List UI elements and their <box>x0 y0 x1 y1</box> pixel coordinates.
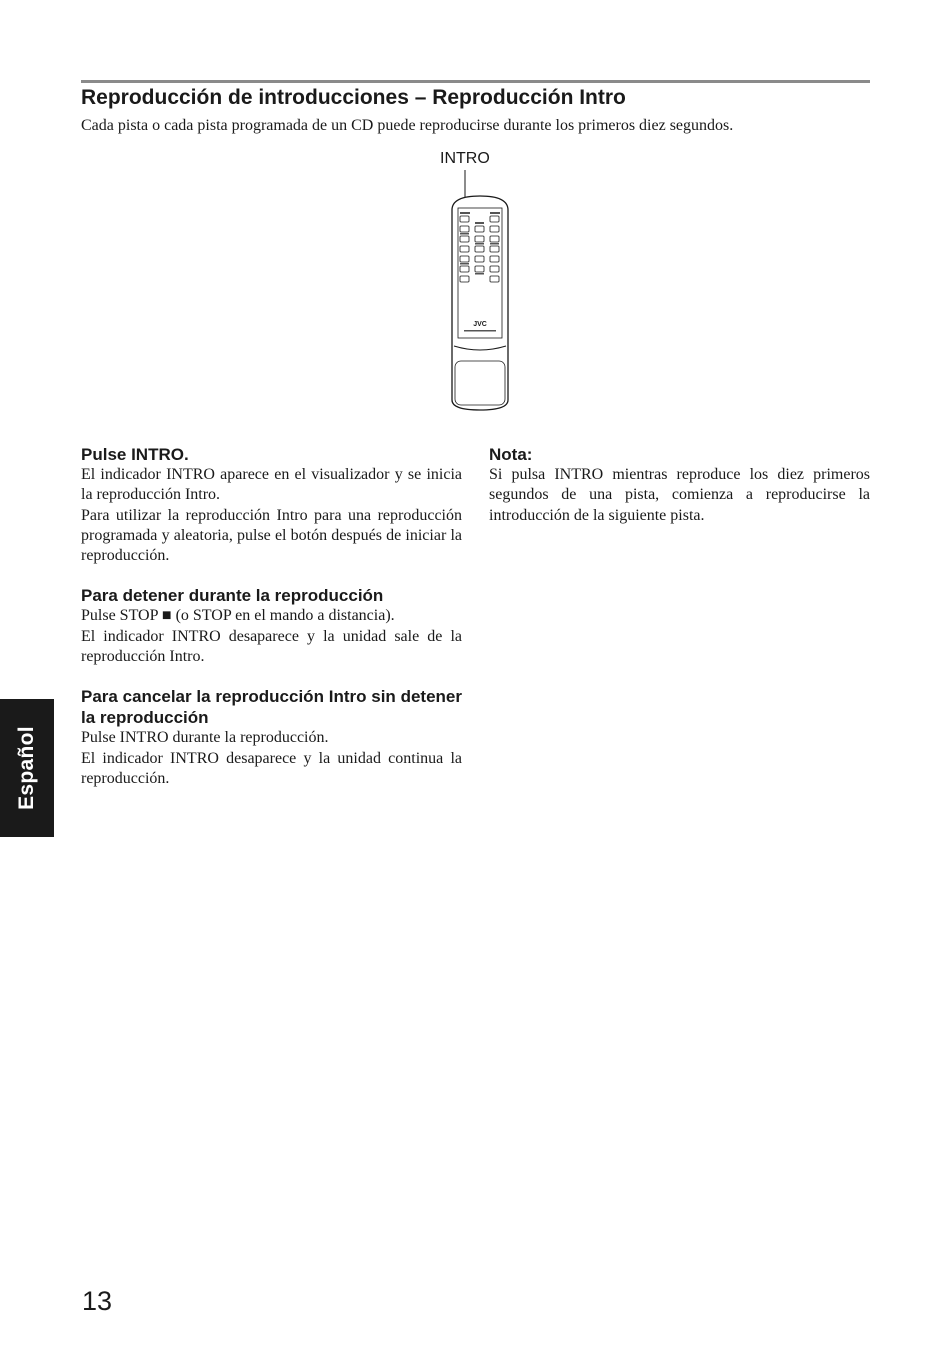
language-label: Español <box>15 726 38 810</box>
section-paragraph: Para utilizar la reproducción Intro para una reproducción programada y aleatoria, pulse el botón después de iniciar la reproducción. <box>81 506 462 565</box>
note-heading: Nota: <box>489 445 533 464</box>
section-paragraph: Pulse INTRO durante la reproducción. <box>81 729 329 747</box>
note-column <box>489 444 870 526</box>
remote-brand-logo: JVC <box>473 321 487 328</box>
section-paragraph: El indicador INTRO desaparece y la unidad continua la reproducción. <box>81 749 462 787</box>
page-number: 13 <box>82 1286 113 1316</box>
section-heading: Pulse INTRO. <box>81 445 189 464</box>
top-rule <box>81 80 870 83</box>
left-column <box>81 444 462 808</box>
section-cancel <box>81 686 462 789</box>
remote-control-illustration <box>440 168 520 413</box>
section-pulse-intro <box>81 444 462 566</box>
intro-text: Cada pista o cada pista programada de un CD puede reproducirse durante los primeros diez segundos. <box>81 117 734 134</box>
figure-label-intro: INTRO <box>440 150 490 167</box>
language-side-tab <box>0 699 54 837</box>
section-heading: Para cancelar la reproducción Intro sin detener la reproducción <box>81 687 462 728</box>
note-text: Si pulsa INTRO mientras reproduce los diez primeros segundos de una pista, comienza a reproducirse la introducción de la siguiente pista. <box>489 466 870 524</box>
page-title: Reproducción de introducciones – Reproducción Intro <box>81 86 626 109</box>
section-heading: Para detener durante la reproducción <box>81 586 384 606</box>
section-stop <box>81 585 462 667</box>
section-paragraph: Pulse STOP ■ (o STOP en el mando a distancia). <box>81 607 395 625</box>
section-paragraph: El indicador INTRO aparece en el visualizador y se inicia la reproducción Intro. <box>81 466 462 504</box>
section-paragraph: El indicador INTRO desaparece y la unidad sale de la reproducción Intro. <box>81 627 462 666</box>
